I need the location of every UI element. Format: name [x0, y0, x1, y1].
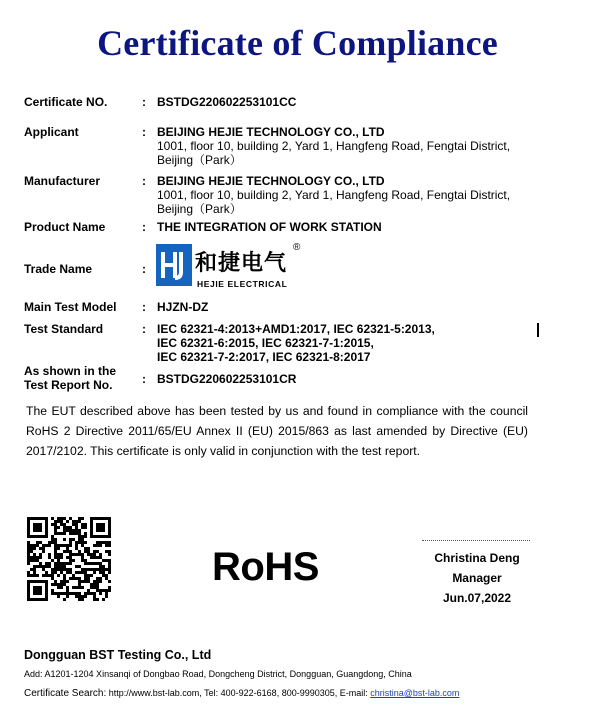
- colon: :: [142, 322, 146, 336]
- applicant-address-line1: 1001, floor 10, building 2, Yard 1, Hangfeng Road, Fengtai District,: [157, 139, 511, 153]
- signature-line: [422, 540, 530, 541]
- colon: :: [142, 300, 146, 314]
- colon: :: [142, 220, 146, 234]
- contact-info: http://www.bst-lab.com, Tel: 400-922-6168, 800-9990305, E-mail:: [106, 688, 371, 698]
- product-name-value: THE INTEGRATION OF WORK STATION: [157, 220, 382, 234]
- test-standard-label: Test Standard: [24, 322, 104, 336]
- standard-line: IEC 62321-7-2:2017, IEC 62321-8:2017: [157, 350, 371, 364]
- applicant-address-line2: Beijing（Park）: [157, 153, 242, 167]
- test-report-label: As shown in the Test Report No.: [24, 364, 117, 392]
- certificate-title: Certificate of Compliance: [97, 23, 498, 63]
- test-report-value: BSTDG220602253101CR: [157, 372, 297, 386]
- product-name-label: Product Name: [24, 220, 106, 234]
- rohs-mark: RoHS: [212, 545, 319, 589]
- standard-line: IEC 62321-4:2013+AMD1:2017, IEC 62321-5:2013,: [157, 322, 435, 336]
- email-link[interactable]: christina@bst-lab.com: [370, 688, 460, 698]
- cert-no-value: BSTDG220602253101CC: [157, 95, 297, 109]
- applicant-name: BEIJING HEJIE TECHNOLOGY CO., LTD: [157, 125, 385, 139]
- test-standard-value: [157, 322, 435, 364]
- certificate-search-label: Certificate Search:: [24, 688, 107, 699]
- colon: :: [142, 125, 146, 139]
- colon: :: [142, 372, 146, 386]
- manufacturer-label: Manufacturer: [24, 174, 101, 188]
- issuer-address: Add: A1201-1204 Xinsanqi of Dongbao Road, Dongcheng District, Dongguan, Guangdong, China: [24, 669, 412, 679]
- colon: :: [142, 262, 146, 276]
- certificate-search: [24, 688, 459, 699]
- manufacturer-value: [157, 174, 510, 216]
- manufacturer-address-line2: Beijing（Park）: [157, 202, 242, 216]
- trade-name-label: Trade Name: [24, 262, 93, 276]
- main-test-model-value: HJZN-DZ: [157, 300, 209, 314]
- text-cursor: [537, 323, 539, 337]
- compliance-statement: The EUT described above has been tested by us and found in compliance with the council RoHS 2 Directive 2011/65/EU Annex II (EU) 2015/863 as last amended by Directive (EU) 2017/2102. This certificate is only valid in conjunction with the test report.: [26, 404, 528, 458]
- hejie-logo: [155, 242, 305, 292]
- qr-code-icon: [27, 517, 111, 601]
- cert-no-label: Certificate NO.: [24, 95, 108, 109]
- logo-english-text: HEJIE ELECTRICAL: [197, 279, 288, 289]
- applicant-label: Applicant: [24, 125, 79, 139]
- main-test-model-label: Main Test Model: [24, 300, 117, 314]
- signatory-name: Christina Deng: [434, 551, 520, 565]
- manufacturer-name: BEIJING HEJIE TECHNOLOGY CO., LTD: [157, 174, 385, 188]
- manufacturer-address-line1: 1001, floor 10, building 2, Yard 1, Hangfeng Road, Fengtai District,: [157, 188, 511, 202]
- colon: :: [142, 95, 146, 109]
- issuer-company: Dongguan BST Testing Co., Ltd: [24, 648, 212, 662]
- applicant-value: [157, 125, 510, 167]
- standard-line: IEC 62321-6:2015, IEC 62321-7-1:2015,: [157, 336, 374, 350]
- registered-mark: ®: [293, 242, 301, 253]
- qr-code: [27, 517, 111, 601]
- logo-chinese-text: 和捷电气: [195, 250, 288, 276]
- signatory-role: Manager: [452, 571, 502, 585]
- colon: :: [142, 174, 146, 188]
- signature-date: Jun.07,2022: [442, 591, 512, 605]
